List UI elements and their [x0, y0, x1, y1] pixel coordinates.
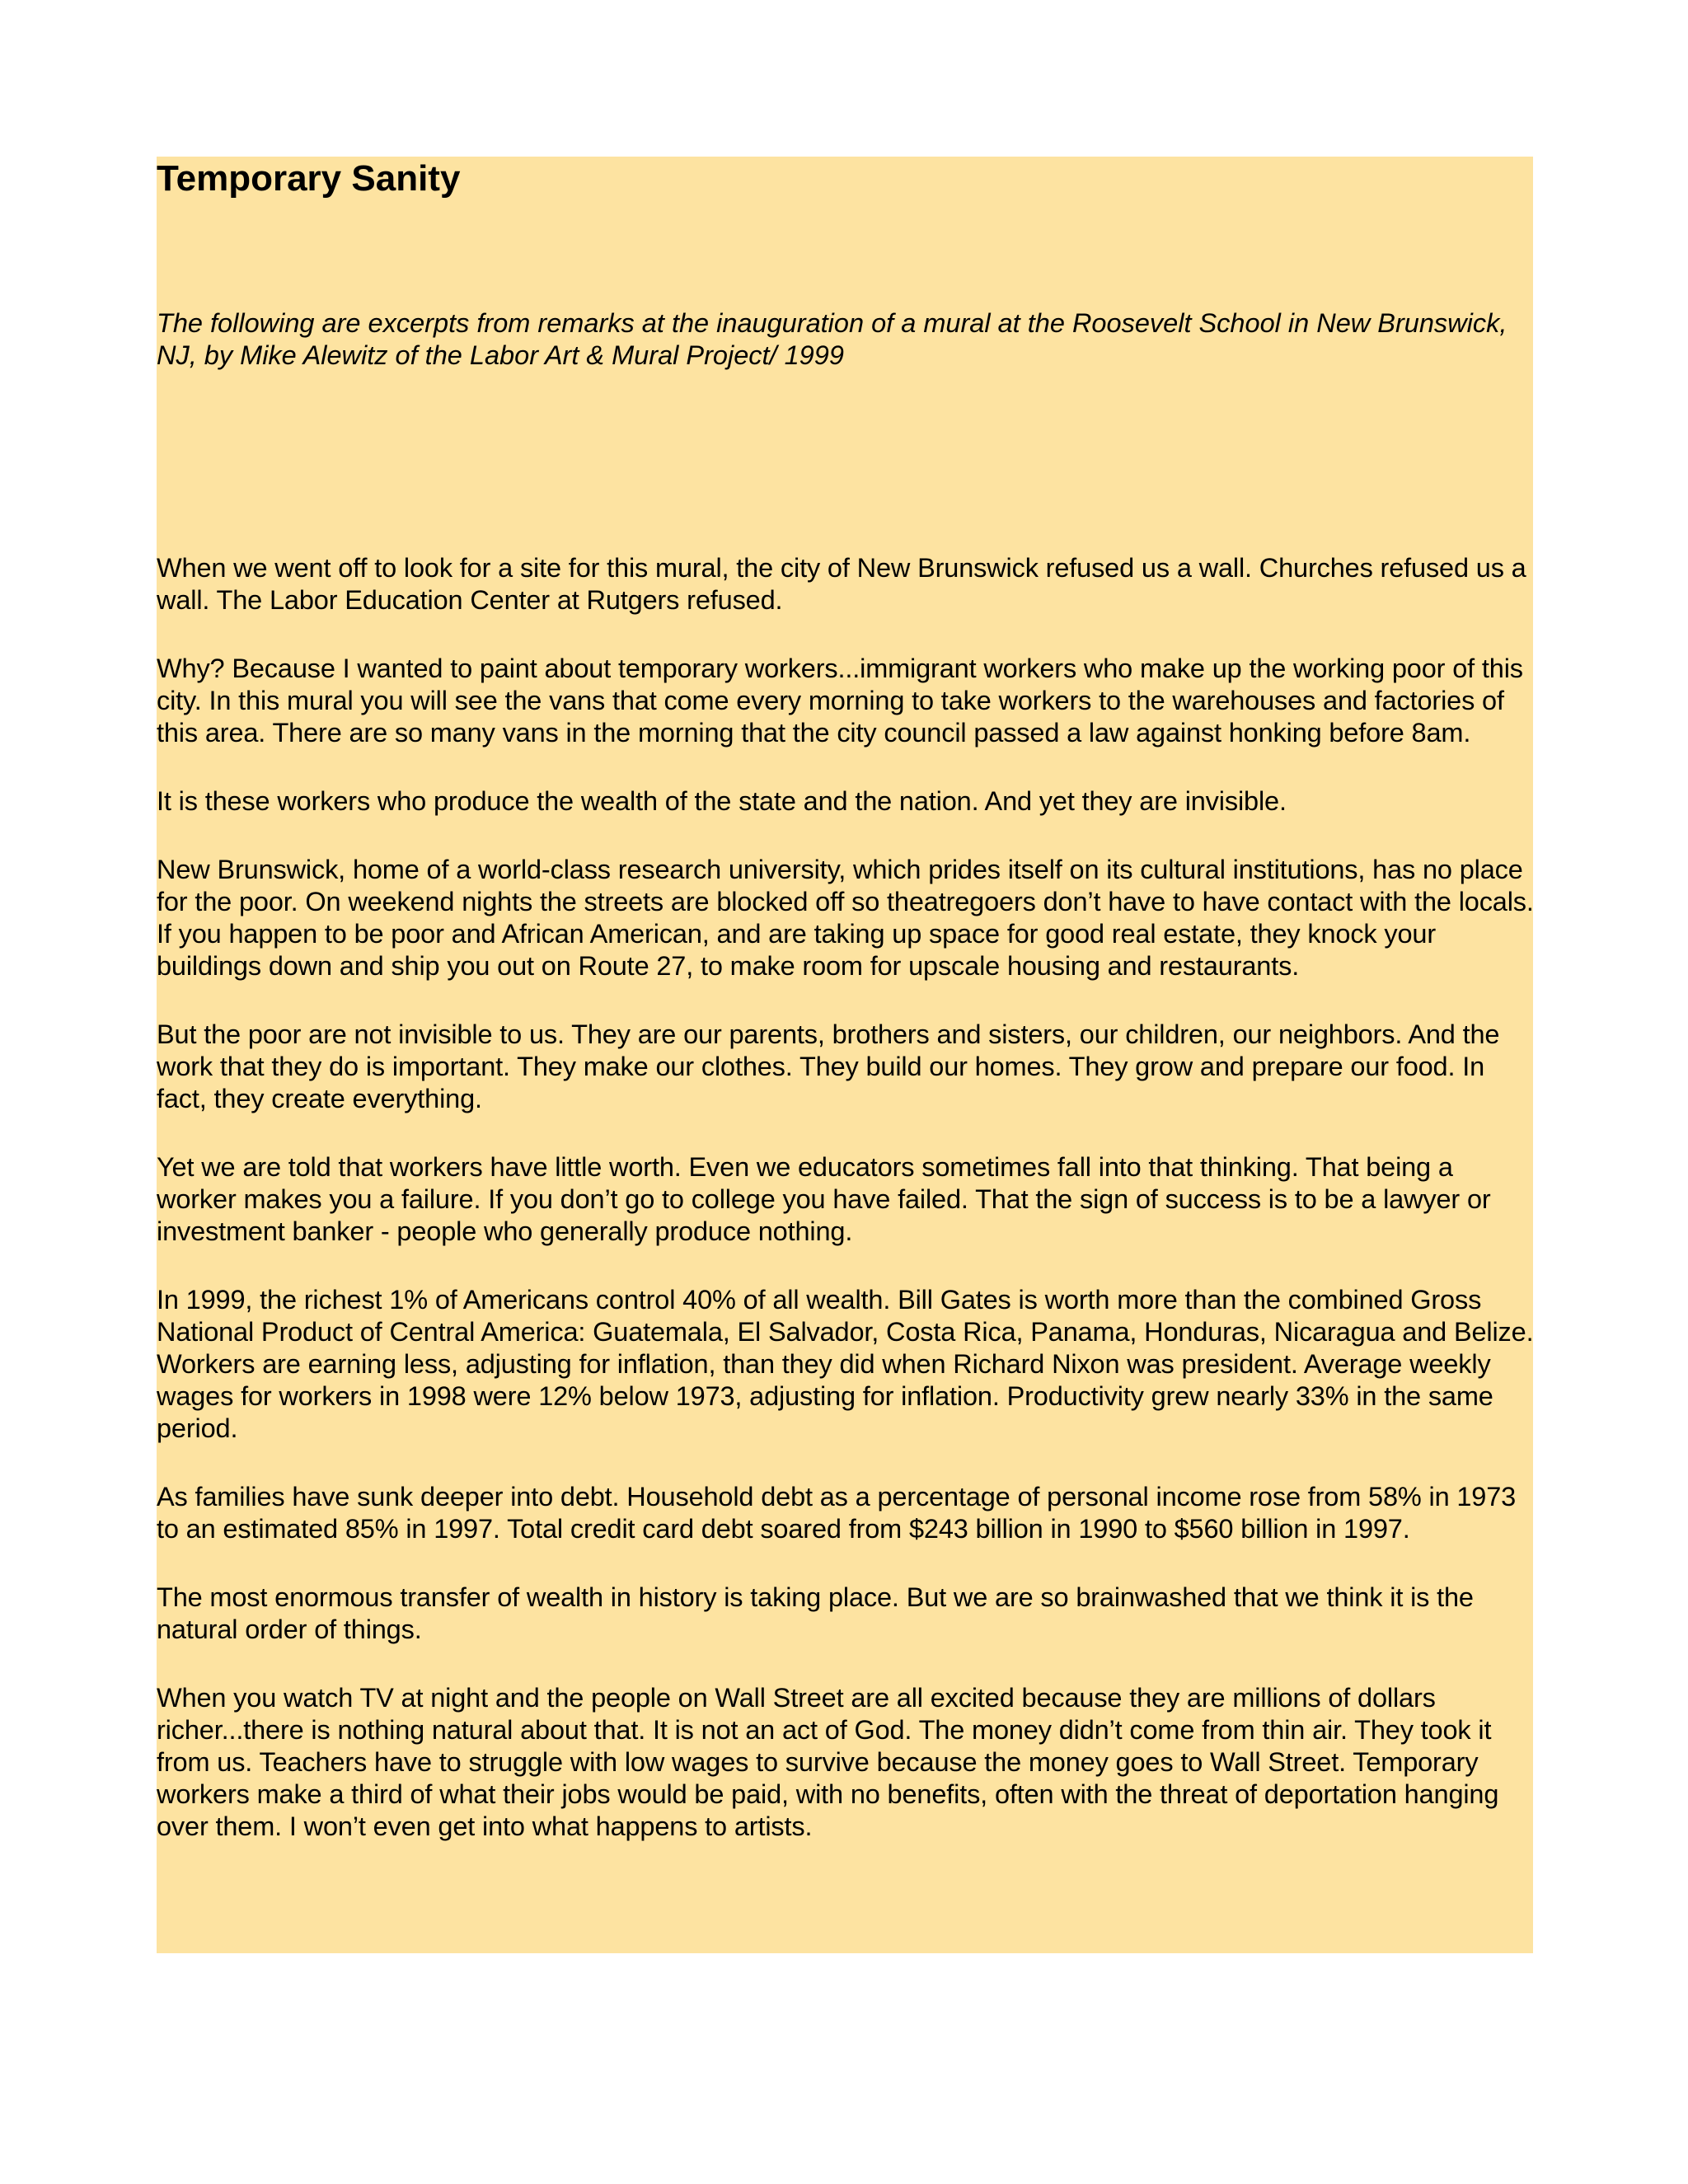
paragraph: But the poor are not invisible to us. They are our parents, brothers and sisters, our children, our neighbors. And the work that they do is important. They make our clothes. They build our homes. They grow and prepare our food. In fact, they create everything. [157, 1019, 1500, 1113]
paragraph: The most enormous transfer of wealth in history is taking place. But we are so brainwashed that we think it is the natural order of things. [157, 1582, 1474, 1644]
paragraph: Yet we are told that workers have little worth. Even we educators sometimes fall into that thinking. That being a worker makes you a failure. If you don’t go to college you have failed. That the sign of success is to be a lawyer or investment banker - people who generally produce nothing. [157, 1152, 1491, 1246]
paragraph: New Brunswick, home of a world-class research university, which prides itself on its cultural institutions, has no place for the poor. On weekend nights the streets are blocked off so theatregoers don’t have to have contact with the locals. If you happen to be poor and African American, and are taking up space for good real estate, they knock your buildings down and ship you out on Route 27, to make room for upscale housing and restaurants. [157, 855, 1534, 981]
paragraph: It is these workers who produce the wealth of the state and the nation. And yet they are invisible. [157, 786, 1287, 816]
document-subtitle: The following are excerpts from remarks at the inauguration of a mural at the Roosevelt School in New Brunswick, NJ, by Mike Alewitz of the Labor Art & Mural Project/ 1999 [157, 308, 1507, 370]
paragraph: As families have sunk deeper into debt. Household debt as a percentage of personal income rose from 58% in 1973 to an estimated 85% in 1997. Total credit card debt soared from $243 billion in 1990 to $560 billion in 1997. [157, 1482, 1517, 1544]
highlighted-text-block [157, 157, 1533, 1953]
paragraph: When we went off to look for a site for this mural, the city of New Brunswick refused us a wall. Churches refused us a wall. The Labor Education Center at Rutgers refused. [157, 553, 1526, 615]
paragraph: When you watch TV at night and the people on Wall Street are all excited because they are millions of dollars richer...there is nothing natural about that. It is not an act of God. The money didn’t come from thin air. They took it from us. Teachers have to struggle with low wages to survive because the money goes to Wall Street. Temporary workers make a third of what their jobs would be paid, with no benefits, often with the threat of deportation hanging over them. I won’t even get into what happens to artists. [157, 1683, 1499, 1841]
page-title: Temporary Sanity [157, 158, 461, 199]
paragraph: In 1999, the richest 1% of Americans control 40% of all wealth. Bill Gates is worth more than the combined Gross National Product of Central America: Guatemala, El Salvador, Costa Rica, Panama, Honduras, Nicaragua and Belize. Workers are earning less, adjusting for inflation, than they did when Richard Nixon was president. Average weekly wages for workers in 1998 were 12% below 1973, adjusting for inflation. Productivity grew nearly 33% in the same period. [157, 1285, 1534, 1443]
body-text [157, 552, 1535, 1843]
paragraph: Why? Because I wanted to paint about temporary workers...immigrant workers who make up the working poor of this city. In this mural you will see the vans that come every morning to take workers to the warehouses and factories of this area. There are so many vans in the morning that the city council passed a law against honking before 8am. [157, 654, 1523, 748]
